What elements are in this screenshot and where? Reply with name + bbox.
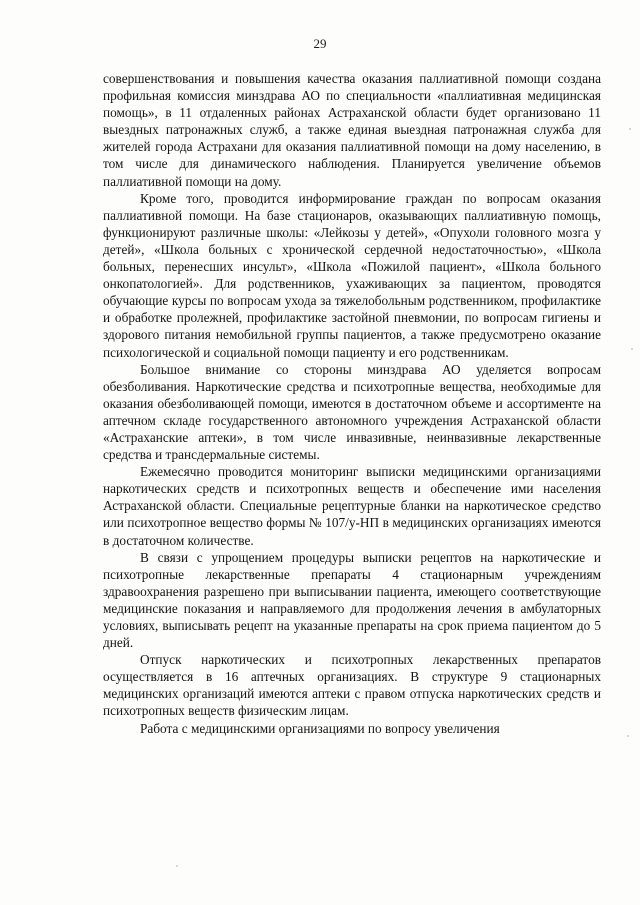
scan-speck bbox=[627, 735, 629, 737]
paragraph-monitoring: Ежемесячно проводится мониторинг выписки медицинскими организациями наркотических средств и психотропных веществ и обеспечение ими населения Астраханской области. Специальные рецептурные бланки на наркотическое средство или психотропное вещество формы № 107/у-НП в медицинских организациях имеются в достаточном количестве. bbox=[103, 464, 601, 548]
paragraph-continuation: совершенствования и повышения качества оказания паллиативной помощи создана профильная комиссия минздрава АО по специальности «паллиативная медицинская помощь», в 11 отдаленных районах Астраханской области будет организовано 11 выездных патронажных служб, а также единая выездная патронажная служба для жителей города Астрахани для оказания паллиативной помощи на дому населению, в том числе для динамического наблюдения. Планируется увеличение объемов паллиативной помощи на дому. bbox=[103, 71, 601, 189]
paragraph-informing: Кроме того, проводится информирование граждан по вопросам оказания паллиативной помощи. На базе стационаров, оказывающих паллиативную помощь, функционируют различные школы: «Лейкозы у детей», «Опухоли головного мозга у детей», «Школа больных с хронической сердечной недостаточностью», «Школа больных, перенесших инсульт», «Школа «Пожилой пациент», «Школа больного онкопатологией». Для родственников, ухаживающих за пациентом, проводятся обучающие курсы по вопросам ухода за тяжелобольным родственником, профилактике и обработке пролежней, профилактике застойной пневмонии, по вопросам гигиены и здорового питания немобильной группы пациентов, а также предусмотрено оказание психологической и социальной помощи пациенту и его родственникам. bbox=[103, 190, 601, 360]
paragraph-dispensing: Отпуск наркотических и психотропных лекарственных препаратов осуществляется в 16 аптечных организациях. В структуре 9 стационарных медицинских организаций имеются аптеки с правом отпуска наркотических средств и психотропных веществ физическим лицам. bbox=[103, 652, 601, 719]
scan-speck bbox=[631, 348, 633, 350]
scan-speck bbox=[629, 128, 631, 130]
paragraph-prescription: В связи с упрощением процедуры выписки рецептов на наркотические и психотропные лекарственные препараты 4 стационарным учреждениям здравоохранения разрешено при выписывании пациента, имеющего соответствующие медицинские показания и направляемого для продолжения лечения в амбулаторных условиях, выписывать рецепт на указанные препараты на срок приема пациентом до 5 дней. bbox=[103, 549, 601, 651]
document-text-body bbox=[103, 70, 601, 737]
paragraph-work-with-organizations: Работа с медицинскими организациями по вопросу увеличения bbox=[140, 720, 500, 736]
paragraph-pain-relief: Большое внимание со стороны минздрава АО уделяется вопросам обезболивания. Наркотические средства и психотропные вещества, необходимые для оказания обезболивающей помощи, имеются в достаточном объеме и ассортименте на аптечном складе государственного автономного учреждения Астраханской области «Астраханские аптеки», в том числе инвазивные, неинвазивные лекарственные средства и трансдермальные системы. bbox=[103, 361, 601, 463]
page-number: 29 bbox=[313, 36, 327, 51]
scan-speck bbox=[176, 865, 178, 867]
